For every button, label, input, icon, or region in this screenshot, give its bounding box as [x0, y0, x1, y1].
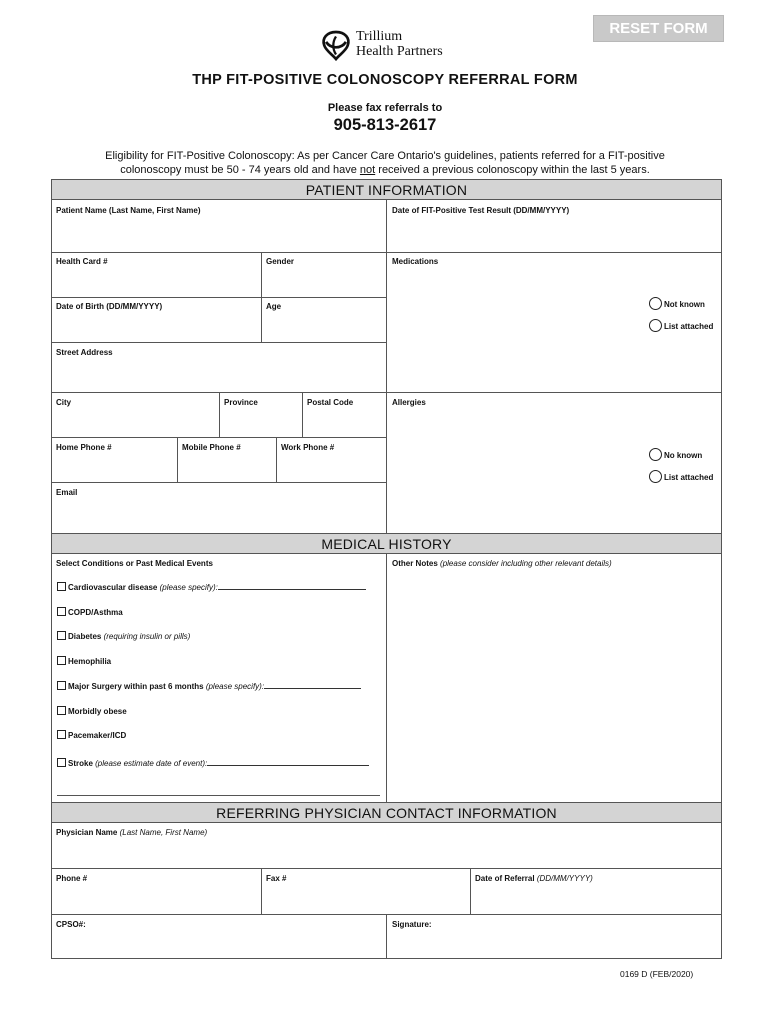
- physician-name-field[interactable]: Physician Name (Last Name, First Name): [56, 828, 208, 837]
- patient-info-header: PATIENT INFORMATION: [51, 179, 722, 200]
- allergies-field[interactable]: Allergies: [392, 398, 426, 407]
- physician-phone-field[interactable]: Phone #: [56, 874, 88, 883]
- health-card-field[interactable]: Health Card #: [56, 257, 108, 266]
- fax-number: 905-813-2617: [333, 116, 437, 134]
- cardiovascular-label: Cardiovascular disease (please specify):: [68, 583, 366, 592]
- work-phone-field[interactable]: Work Phone #: [281, 443, 335, 452]
- cpso-field[interactable]: CPSO#:: [56, 920, 86, 929]
- copd-checkbox[interactable]: [57, 607, 66, 616]
- diabetes-checkbox[interactable]: [57, 631, 66, 640]
- copd-label: COPD/Asthma: [68, 608, 123, 617]
- medications-not-known-label: Not known: [664, 300, 705, 309]
- physician-fax-field[interactable]: Fax #: [266, 874, 287, 883]
- other-notes-field[interactable]: Other Notes (please consider including other relevant details): [392, 559, 612, 568]
- medications-list-attached-label: List attached: [664, 322, 714, 331]
- fax-label: Please fax referrals to: [327, 102, 443, 114]
- city-field[interactable]: City: [56, 398, 72, 407]
- allergies-list-attached-label: List attached: [664, 473, 714, 482]
- reset-form-button[interactable]: RESET FORM: [593, 15, 724, 42]
- morbidly-obese-label: Morbidly obese: [68, 707, 127, 716]
- major-surgery-label: Major Surgery within past 6 months (please specify):: [68, 682, 361, 691]
- street-address-field[interactable]: Street Address: [56, 348, 113, 357]
- dob-field[interactable]: Date of Birth (DD/MM/YYYY): [56, 302, 163, 311]
- signature-field[interactable]: Signature:: [392, 920, 432, 929]
- hemophilia-checkbox[interactable]: [57, 656, 66, 665]
- medications-field[interactable]: Medications: [392, 257, 439, 266]
- age-field[interactable]: Age: [266, 302, 282, 311]
- logo-text: Trillium Health Partners: [356, 29, 443, 59]
- medical-history-header: MEDICAL HISTORY: [51, 533, 722, 554]
- stroke-checkbox[interactable]: [57, 758, 66, 767]
- stroke-label: Stroke (please estimate date of event):: [68, 759, 369, 768]
- trillium-logo-icon: [318, 29, 354, 62]
- select-conditions-label: Select Conditions or Past Medical Events: [56, 559, 213, 568]
- patient-name-field[interactable]: Patient Name (Last Name, First Name): [56, 206, 201, 215]
- home-phone-field[interactable]: Home Phone #: [56, 443, 112, 452]
- mobile-phone-field[interactable]: Mobile Phone #: [182, 443, 241, 452]
- email-field[interactable]: Email: [56, 488, 78, 497]
- pacemaker-checkbox[interactable]: [57, 730, 66, 739]
- allergies-no-known-radio[interactable]: [649, 448, 662, 461]
- diabetes-label: Diabetes (requiring insulin or pills): [68, 632, 191, 641]
- major-surgery-checkbox[interactable]: [57, 681, 66, 690]
- physician-header: REFERRING PHYSICIAN CONTACT INFORMATION: [51, 802, 722, 823]
- medications-list-attached-radio[interactable]: [649, 319, 662, 332]
- additional-condition-line[interactable]: [57, 795, 380, 796]
- fit-date-field[interactable]: Date of FIT-Positive Test Result (DD/MM/YYYY): [392, 206, 570, 215]
- province-field[interactable]: Province: [224, 398, 258, 407]
- cardiovascular-checkbox[interactable]: [57, 582, 66, 591]
- pacemaker-label: Pacemaker/ICD: [68, 731, 127, 740]
- allergies-list-attached-radio[interactable]: [649, 470, 662, 483]
- eligibility-text: Eligibility for FIT-Positive Colonoscopy: As per Cancer Care Ontario's guidelines, patients referred for a FIT-positive colonoscopy must be 50 - 74 years old and have not received a previous colonoscopy within the last 5 years.: [105, 150, 665, 176]
- medications-not-known-radio[interactable]: [649, 297, 662, 310]
- morbidly-obese-checkbox[interactable]: [57, 706, 66, 715]
- form-code: 0169 D (FEB/2020): [620, 969, 694, 979]
- form-title: THP FIT-POSITIVE COLONOSCOPY REFERRAL FORM: [192, 72, 578, 88]
- hemophilia-label: Hemophilia: [68, 657, 112, 666]
- allergies-no-known-label: No known: [664, 451, 703, 460]
- gender-field[interactable]: Gender: [266, 257, 295, 266]
- referral-date-field[interactable]: Date of Referral (DD/MM/YYYY): [475, 874, 593, 883]
- postal-code-field[interactable]: Postal Code: [307, 398, 354, 407]
